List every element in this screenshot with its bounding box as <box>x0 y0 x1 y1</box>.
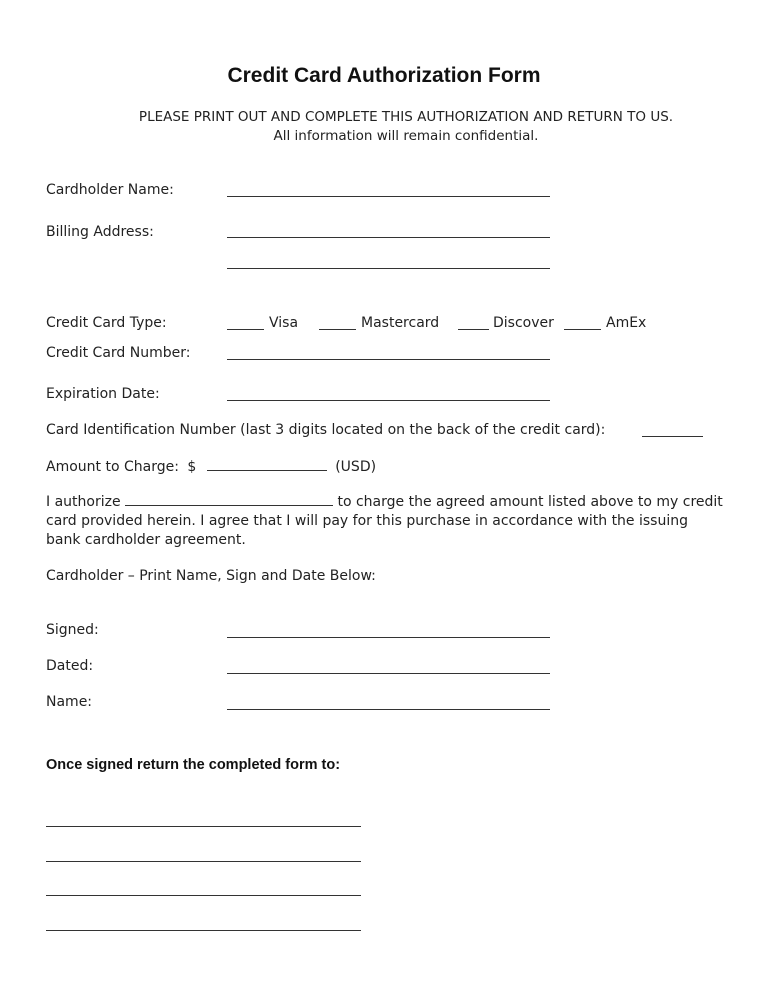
discover-blank[interactable] <box>458 329 489 330</box>
cardholder-section-heading: Cardholder – Print Name, Sign and Date Below: <box>46 568 376 584</box>
merchant-name-field[interactable] <box>125 493 333 506</box>
return-address-line-3[interactable] <box>46 895 361 896</box>
amount-label <box>46 458 376 475</box>
billing-address-field-1[interactable] <box>227 237 550 238</box>
confidentiality-note: All information will remain confidential. <box>273 128 539 144</box>
cardholder-name-field[interactable] <box>227 196 550 197</box>
date-field[interactable] <box>227 673 550 674</box>
return-address-line-1[interactable] <box>46 826 361 827</box>
amex-option: AmEx <box>606 315 647 331</box>
name-label: Name: <box>46 694 93 710</box>
visa-blank[interactable] <box>227 329 264 330</box>
return-address-line-4[interactable] <box>46 930 361 931</box>
dollar-symbol: $ <box>187 459 197 475</box>
authorize-suffix: to charge the agreed amount listed above to my credit card provided herein. I agree that I will pay for this purchase in accordance with the issuing bank cardholder agreement. <box>46 494 723 548</box>
mastercard-blank[interactable] <box>319 329 356 330</box>
name-field[interactable] <box>227 709 550 710</box>
billing-address-field-2[interactable] <box>227 268 550 269</box>
card-number-field[interactable] <box>227 359 550 360</box>
visa-option: Visa <box>269 315 299 331</box>
amount-label-text: Amount to Charge: <box>46 459 179 475</box>
cid-field[interactable] <box>642 436 703 437</box>
dated-label: Dated: <box>46 658 94 674</box>
form-title: Credit Card Authorization Form <box>227 64 541 87</box>
signature-field[interactable] <box>227 637 550 638</box>
expiration-date-label: Expiration Date: <box>46 386 160 402</box>
amount-field[interactable] <box>207 458 327 471</box>
discover-option: Discover <box>493 315 554 331</box>
card-type-label: Credit Card Type: <box>46 315 167 331</box>
billing-address-label: Billing Address: <box>46 224 154 240</box>
authorization-paragraph <box>46 493 726 550</box>
cid-label: Card Identification Number (last 3 digits located on the back of the credit card): <box>46 422 606 438</box>
amex-blank[interactable] <box>564 329 601 330</box>
cardholder-name-label: Cardholder Name: <box>46 182 174 198</box>
instructions-line: PLEASE PRINT OUT AND COMPLETE THIS AUTHORIZATION AND RETURN TO US. <box>138 109 674 125</box>
currency-unit: (USD) <box>335 459 377 475</box>
expiration-date-field[interactable] <box>227 400 550 401</box>
return-address-line-2[interactable] <box>46 861 361 862</box>
mastercard-option: Mastercard <box>361 315 440 331</box>
signed-label: Signed: <box>46 622 99 638</box>
card-number-label: Credit Card Number: <box>46 345 191 361</box>
return-heading: Once signed return the completed form to: <box>46 757 341 773</box>
authorize-prefix: I authorize <box>46 494 121 510</box>
